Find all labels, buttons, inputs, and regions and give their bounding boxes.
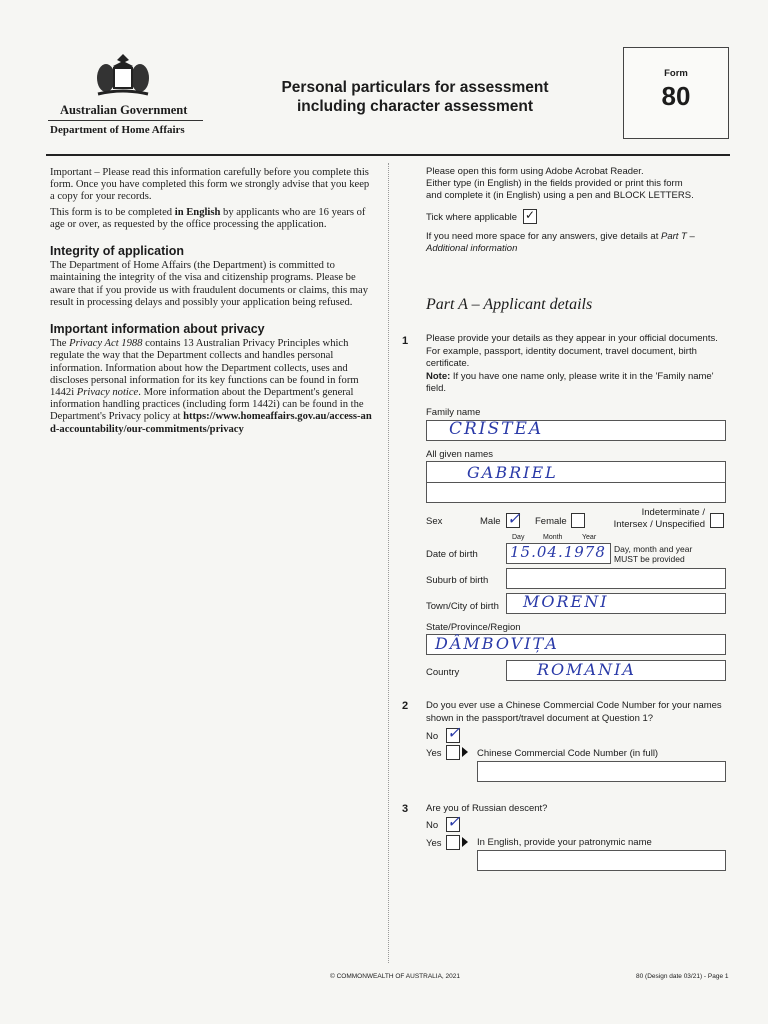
tick-label: Tick where applicable bbox=[426, 212, 517, 223]
town-value: MORENI bbox=[523, 592, 609, 611]
given-names-label: All given names bbox=[426, 449, 494, 460]
dob-day-label: Day bbox=[512, 534, 525, 541]
q2-text: Do you ever use a Chinese Commercial Code Number for your names shown in the passport/travel document at Question 1? bbox=[426, 700, 722, 724]
form-number-box bbox=[623, 47, 729, 139]
patronymic-label: In English, provide your patronymic name bbox=[477, 837, 652, 848]
q1-number: 1 bbox=[402, 335, 409, 347]
country-input[interactable] bbox=[506, 660, 726, 681]
male-check-mark: ✓ bbox=[507, 509, 521, 528]
form-number: 80 bbox=[661, 81, 691, 111]
instructions bbox=[426, 166, 726, 202]
left-column bbox=[50, 167, 375, 436]
q3-arrow-icon bbox=[462, 837, 468, 847]
given-names-value: GABRIEL bbox=[467, 463, 558, 482]
family-name-input[interactable] bbox=[426, 420, 726, 441]
suburb-input[interactable] bbox=[506, 568, 726, 589]
town-label: Town/City of birth bbox=[426, 601, 499, 612]
q3-yes-label: Yes bbox=[426, 838, 442, 849]
indeterminate-label: Indeterminate / Intersex / Unspecified bbox=[613, 507, 705, 530]
privacy-text: The Privacy Act 1988 contains 13 Australian Privacy Principles which regulate the way that the Department collects and handles personal information. Information about how the Department collects, uses and discloses personal information for its key functions can be found in form 1442i Privacy notice. More information about the Department's general information handling practices (including form 1442i) can be found in the Department's Privacy policy at https://www.homeaffairs.gov.au/access-and-accountability/our-commitments/privacy bbox=[50, 338, 372, 435]
sex-label: Sex bbox=[426, 516, 443, 527]
header-divider bbox=[46, 154, 730, 156]
dob-year-label: Year bbox=[582, 534, 597, 541]
important-paragraph: Important – Please read this information carefully before you complete this form. Once you have completed this form we strongly advise that you keep a copy for your records. bbox=[50, 167, 370, 203]
state-input[interactable] bbox=[426, 634, 726, 655]
female-checkbox[interactable] bbox=[571, 513, 585, 528]
tick-example-checkbox bbox=[523, 209, 537, 224]
department-name: Department of Home Affairs bbox=[50, 124, 185, 136]
q2-number: 2 bbox=[402, 700, 409, 712]
privacy-url-link[interactable]: https://www.homeaffairs.gov.au/access-and-accountability/our-commitments/privacy bbox=[50, 411, 372, 435]
integrity-text: The Department of Home Affairs (the Department) is committed to maintaining the integrity of the visa and citizenship programs. Please be aware that if you provide us with fraudulent documents or claims, this may result in processing delays and possibly your application being refused. bbox=[50, 260, 369, 308]
privacy-heading: Important information about privacy bbox=[50, 322, 265, 337]
page-info: 80 (Design date 03/21) - Page 1 bbox=[636, 973, 729, 980]
q2-yes-checkbox[interactable] bbox=[446, 745, 460, 760]
town-input[interactable] bbox=[506, 593, 726, 614]
tick-example-mark: ✓ bbox=[525, 208, 536, 222]
integrity-heading: Integrity of application bbox=[50, 244, 185, 259]
chinese-code-input[interactable] bbox=[477, 761, 726, 782]
dob-note: Day, month and year MUST be provided bbox=[614, 544, 693, 564]
coat-of-arms-icon bbox=[92, 48, 154, 100]
q2-no-label: No bbox=[426, 731, 439, 742]
header-rule bbox=[48, 120, 203, 121]
state-label: State/Province/Region bbox=[426, 622, 521, 633]
title-line-1: Personal particulars for assessment bbox=[281, 79, 549, 96]
q2-no-mark: ✓ bbox=[447, 723, 461, 742]
space-instruction: If you need more space for any answers, give details at Part T – Additional information bbox=[426, 231, 695, 254]
q3-yes-checkbox[interactable] bbox=[446, 835, 460, 850]
indeterminate-checkbox[interactable] bbox=[710, 513, 724, 528]
chinese-code-label: Chinese Commercial Code Number (in full) bbox=[477, 748, 659, 759]
column-divider bbox=[388, 163, 389, 963]
female-label: Female bbox=[535, 516, 567, 527]
english-paragraph: This form is to be completed in English by applicants who are 16 years of age or over, as requested by the office processing the application. bbox=[50, 206, 366, 230]
q1-text: Please provide your details as they appear in your official documents. For example, passport, identity document, travel document, birth certificate. Note: If you have one name only, please write it in the 'Family name' field. bbox=[426, 333, 718, 394]
dob-label: Date of birth bbox=[426, 549, 478, 560]
state-value: DÂMBOVIȚA bbox=[435, 634, 559, 653]
instruction-line-2: Either type (in English) in the fields provided or print this form bbox=[426, 178, 683, 189]
instruction-line-3: and complete it (in English) using a pen and BLOCK LETTERS. bbox=[426, 190, 694, 201]
dob-month-label: Month bbox=[543, 534, 563, 541]
dob-input[interactable] bbox=[506, 543, 611, 564]
q3-text: Are you of Russian descent? bbox=[426, 803, 548, 814]
q2-yes-label: Yes bbox=[426, 748, 442, 759]
given-names-divider bbox=[427, 482, 725, 483]
government-name: Australian Government bbox=[60, 103, 188, 117]
q3-no-label: No bbox=[426, 820, 439, 831]
q3-no-mark: ✓ bbox=[447, 812, 461, 831]
country-label: Country bbox=[426, 667, 460, 678]
q2-no-checkbox[interactable] bbox=[446, 723, 461, 743]
title-line-2: including character assessment bbox=[296, 98, 534, 115]
form-label: Form bbox=[664, 68, 688, 79]
q2-arrow-icon bbox=[462, 747, 468, 757]
part-a-title: Part A – Applicant details bbox=[426, 296, 593, 313]
q3-no-checkbox[interactable] bbox=[446, 812, 461, 832]
dob-value: 15.04.1978 bbox=[510, 543, 606, 561]
given-names-input[interactable] bbox=[426, 461, 726, 503]
q3-number: 3 bbox=[402, 803, 409, 815]
male-label: Male bbox=[480, 516, 501, 527]
form-title bbox=[265, 78, 565, 116]
instruction-line-1: Please open this form using Adobe Acrobat Reader. bbox=[426, 166, 644, 177]
patronymic-input[interactable] bbox=[477, 850, 726, 871]
copyright-text: © COMMONWEALTH OF AUSTRALIA, 2021 bbox=[330, 973, 460, 980]
country-value: ROMANIA bbox=[537, 660, 636, 679]
male-checkbox[interactable] bbox=[506, 509, 521, 528]
suburb-label: Suburb of birth bbox=[426, 575, 489, 586]
family-name-label: Family name bbox=[426, 407, 481, 418]
family-name-value: CRISTEA bbox=[449, 419, 544, 439]
